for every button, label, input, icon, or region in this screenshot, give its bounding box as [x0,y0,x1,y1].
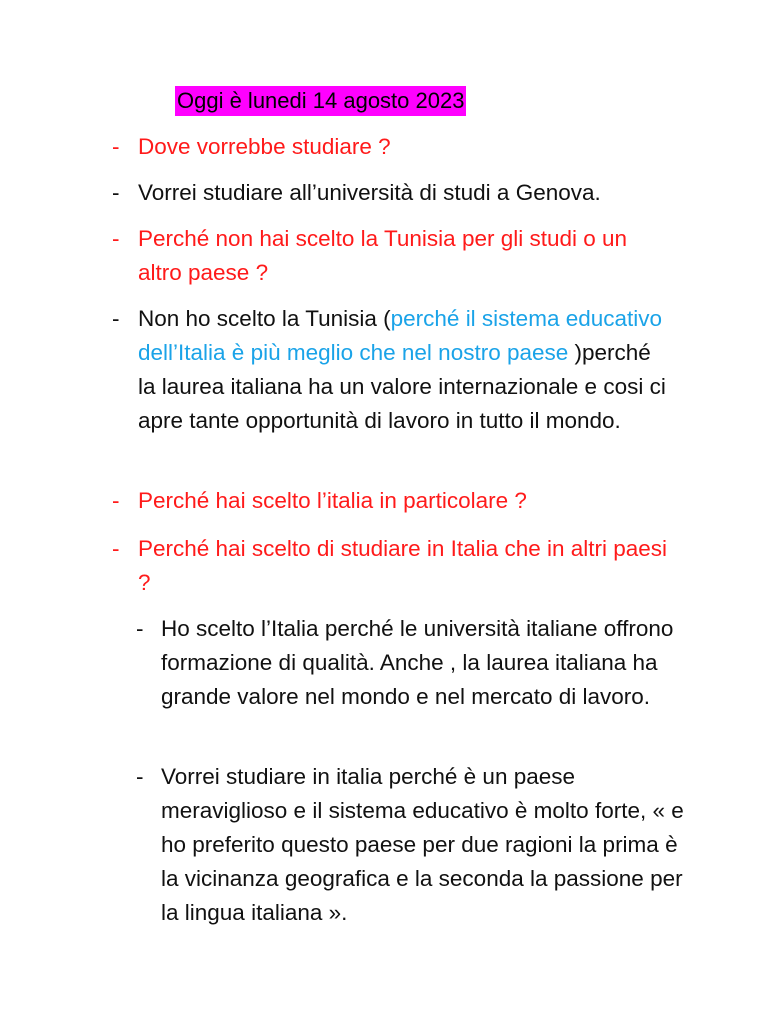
bullet-dash: - [112,536,120,561]
question-text: Perché hai scelto di studiare in Italia che in altri paesi ? [138,536,668,595]
subanswer-quality [136,612,686,714]
answer-part-aside: perché il sistema educativo dell’Italia è più meglio che nel nostro paese [138,306,663,365]
answer-part-rest: )perché la laurea italiana ha un valore internazionale e cosi ci apre tante opportunità di lavoro in tutto il mondo. [138,340,666,433]
question-where-study [112,130,672,164]
bullet-dash: - [136,616,144,641]
answer-text: Ho scelto l’Italia perché le università italiane offrono formazione di qualità. Anche , la laurea italiana ha grande valore nel mondo e nel mercato di lavoro. [161,616,674,709]
subanswer-marvelous-country [136,760,686,930]
answer-part-intro: Non ho scelto la Tunisia ( [138,306,391,331]
bullet-dash: - [136,764,144,789]
answer-text: Vorrei studiare in italia perché è un paese meraviglioso e il sistema educativo è molto forte, « e ho preferito questo paese per due ragioni la prima è la vicinanza geografica e la seconda la passione per la lingua italiana ». [161,764,684,925]
question-text: Perché non hai scelto la Tunisia per gli studi o un altro paese ? [138,226,628,285]
bullet-dash: - [112,306,120,331]
answer-text: Vorrei studiare all’università di studi a Genova. [138,180,601,205]
question-why-italy-vs-others [112,532,672,600]
bullet-dash: - [112,226,120,251]
bullet-dash: - [112,134,120,159]
bullet-dash: - [112,488,120,513]
answer-not-tunisia [112,302,672,438]
question-why-italy [112,484,672,518]
question-text: Dove vorrebbe studiare ? [138,134,391,159]
question-why-not-tunisia [112,222,672,290]
bullet-dash: - [112,180,120,205]
question-text: Perché hai scelto l’italia in particolare ? [138,488,527,513]
answer-text [138,302,672,438]
answer-genova [112,176,672,210]
date-title: Oggi è lunedi 14 agosto 2023 [175,86,466,116]
